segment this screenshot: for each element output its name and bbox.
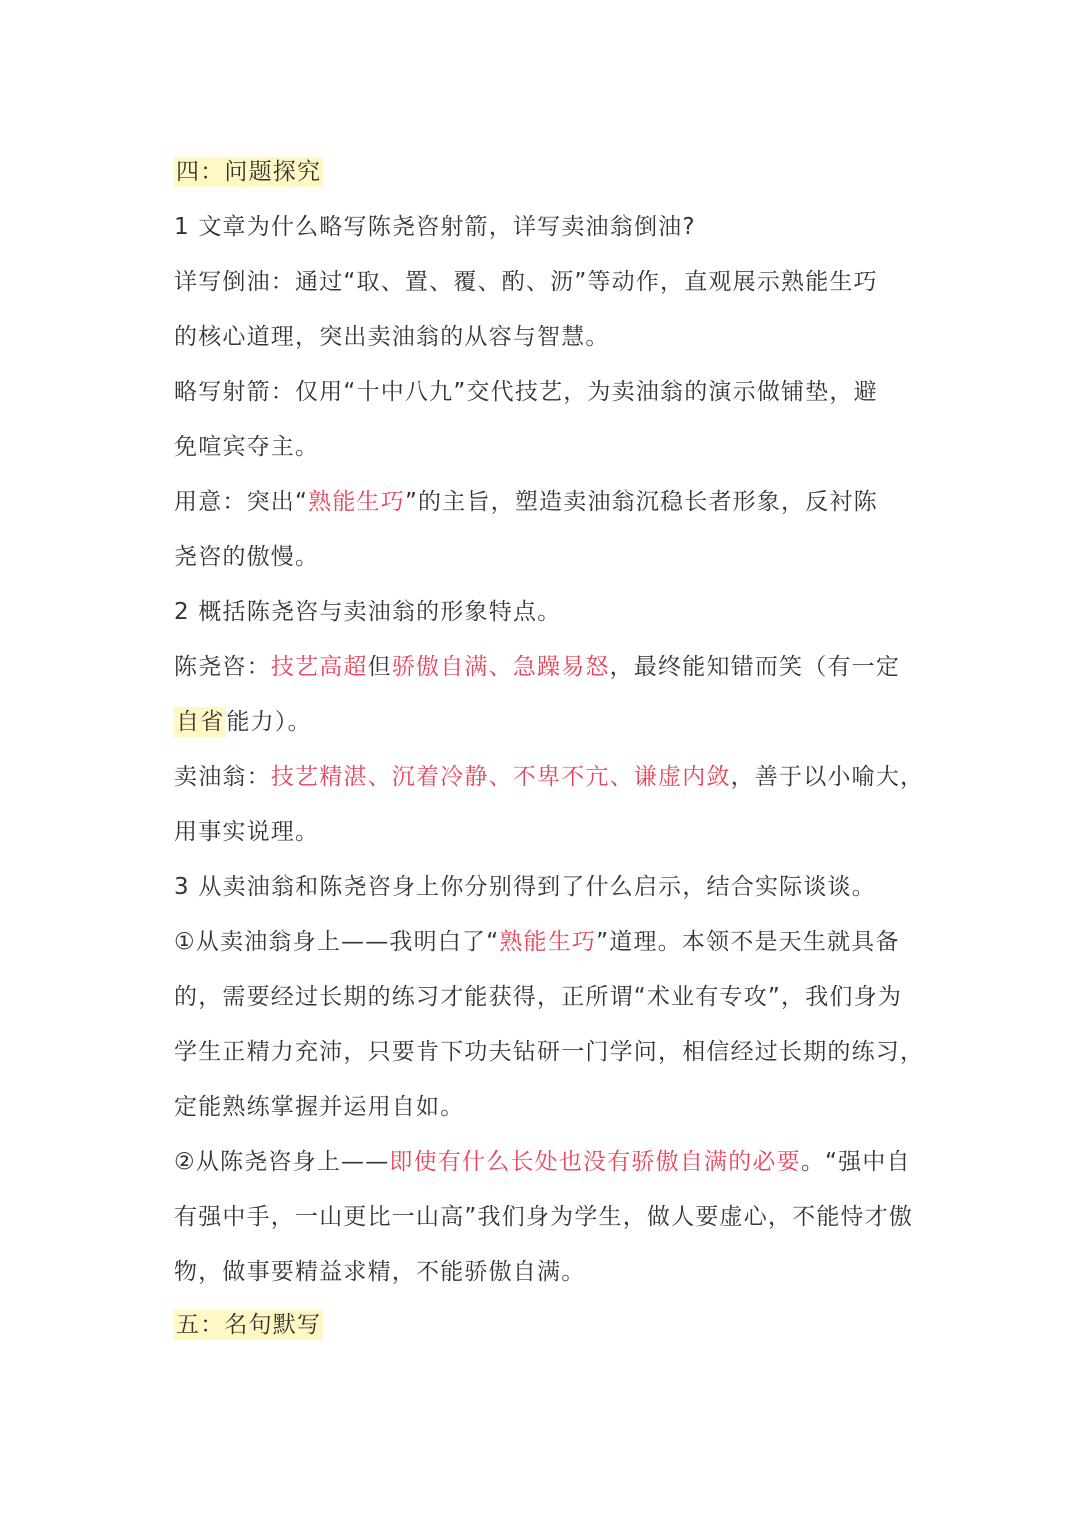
weng-emphasis: 技艺精湛、沉着冷静、不卑不亢、谦虚内敛 [270, 764, 731, 790]
chen-highlight: 自省 [176, 709, 225, 735]
question-2: 2 概括陈尧咨与卖油翁的形象特点。 [174, 599, 562, 625]
answer-1-detail-line2: 的核心道理，突出卖油翁的从容与智慧。 [174, 324, 610, 350]
weng-suffix: ，善于以小喻大， [730, 764, 925, 790]
a1-emphasis: 熟能生巧 [499, 929, 597, 955]
answer-1-brief-line1: 略写射箭：仅用“十中八九”交代技艺，为卖油翁的演示做铺垫，避 [174, 379, 878, 405]
answer-3-a2-line2: 有强中手，一山更比一山高”我们身为学生，做人要虚心，不能恃才傲 [174, 1204, 914, 1230]
purpose-emphasis: 熟能生巧 [308, 489, 405, 515]
chen-emphasis-2: 骄傲自满、急躁易怒 [391, 654, 610, 680]
answer-3-a1-line3: 学生正精力充沛，只要肯下功夫钻研一门学问，相信经过长期的练习， [174, 1039, 925, 1065]
section-heading-5 [174, 1309, 914, 1341]
answer-1-brief-line2: 免喧宾夺主。 [174, 434, 320, 460]
answer-3-a2-line3: 物，做事要精益求精，不能骄傲自满。 [174, 1259, 586, 1285]
a1-prefix: ①从卖油翁身上——我明白了“ [174, 929, 500, 955]
answer-1-purpose-line1 [174, 486, 914, 518]
answer-2-weng-line2: 用事实说理。 [174, 819, 320, 845]
a1-suffix: ”道理。本领不是天生就具备 [596, 929, 900, 955]
section-heading-4-text: 四：问题探究 [176, 159, 322, 185]
purpose-suffix: ”的主旨，塑造卖油翁沉稳长者形象，反衬陈 [404, 489, 878, 515]
section-heading-5-text: 五：名句默写 [176, 1312, 322, 1338]
answer-3-a2-line1 [174, 1146, 914, 1178]
answer-1-purpose-line2: 尧咨的傲慢。 [174, 544, 320, 570]
purpose-prefix: 用意：突出“ [174, 489, 309, 515]
question-1: 1 文章为什么略写陈尧咨射箭，详写卖油翁倒油? [174, 214, 696, 240]
answer-1-detail-line1: 详写倒油：通过“取、置、覆、酌、沥”等动作，直观展示熟能生巧 [174, 269, 878, 295]
a2-prefix: ②从陈尧咨身上—— [174, 1149, 390, 1175]
chen-emphasis-1: 技艺高超 [270, 654, 368, 680]
question-3: 3 从卖油翁和陈尧咨身上你分别得到了什么启示，结合实际谈谈。 [174, 874, 876, 900]
chen-mid: 但 [367, 654, 392, 680]
a2-emphasis: 即使有什么长处也没有骄傲自满的必要 [389, 1149, 801, 1175]
answer-3-a1-line1 [174, 926, 914, 958]
chen-line2-rest: 能力）。 [226, 709, 312, 735]
a2-suffix: 。“强中自 [800, 1149, 911, 1175]
answer-3-a1-line2: 的，需要经过长期的练习才能获得，正所谓“术业有专攻”，我们身为 [174, 984, 903, 1010]
answer-2-chen-line2 [174, 706, 914, 738]
weng-prefix: 卖油翁： [174, 764, 271, 790]
chen-prefix: 陈尧咨： [174, 654, 271, 680]
answer-2-chen-line1 [174, 651, 914, 683]
answer-3-a1-line4: 定能熟练掌握并运用自如。 [174, 1094, 465, 1120]
chen-suffix: ，最终能知错而笑（有一定 [609, 654, 901, 680]
answer-2-weng-line1 [174, 761, 925, 793]
section-heading-4 [174, 156, 914, 188]
